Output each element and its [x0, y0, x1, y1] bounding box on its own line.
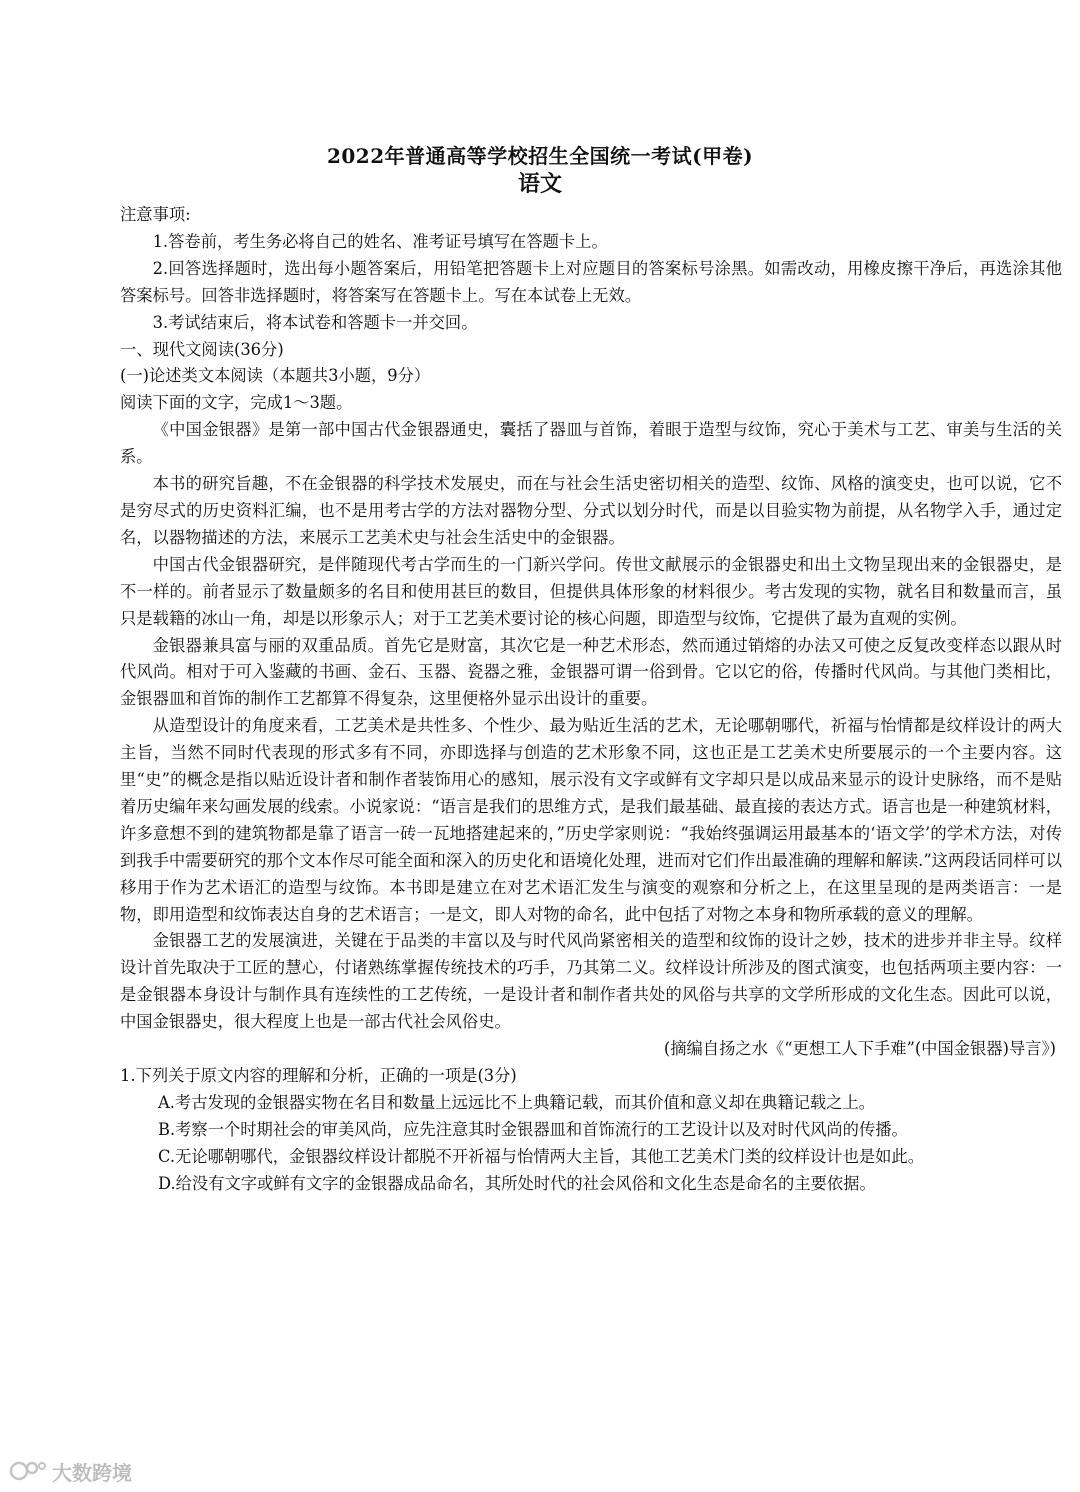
subsection-title: (一)论述类文本阅读（本题共3小题，9分） [120, 366, 431, 386]
notice-item-3: 3.考试结束后，将本试卷和答题卡一并交回。 [152, 312, 478, 332]
question-stem: 1.下列关于原文内容的理解和分析，正确的一项是(3分) [120, 1066, 517, 1085]
watermark [8, 1456, 132, 1486]
passage-paragraph: 金银器兼具富与丽的双重品质。首先它是财富，其次它是一种艺术形态，然而通过销熔的办法又可使之反复改变样态以跟从时代风尚。相对于可入鉴藏的书画、金石、玉器、瓷器之雅，金银器可谓一俗到骨。它以它的俗，传播时代风尚。与其他门类相比，金银器皿和首饰的制作工艺都算不得复杂，这里便格外显示出设计的重要。 [120, 635, 1062, 709]
notice-heading: 注意事项: [120, 205, 191, 224]
option-a: A.考古发现的金银器实物在名目和数量上远远比不上典籍记载，而其价值和意义却在典籍记载之上。 [158, 1092, 876, 1112]
passage-paragraph: 中国古代金银器研究，是伴随现代考古学而生的一门新兴学问。传世文献展示的金银器史和出土文物呈现出来的金银器史，是不一样的。前者显示了数量颇多的名目和使用甚巨的数目，但提供具体形象的材料很少。考古发现的实物，就名目和数量而言，虽只是载籍的冰山一角，却是以形象示人；对于工艺美术要讨论的核心问题，即造型与纹饰，它提供了最为直观的实例。 [120, 554, 1062, 628]
option-d: D.给没有文字或鲜有文字的金银器成品命名，其所处时代的社会风俗和文化生态是命名的主要依据。 [158, 1173, 876, 1193]
reading-instruction: 阅读下面的文字，完成1～3题。 [120, 393, 353, 413]
brand-logo-icon [8, 1458, 48, 1484]
subject-title: 语文 [517, 171, 562, 197]
exam-title: 2022年普通高等学校招生全国统一考试(甲卷) [326, 144, 754, 168]
notice-item-1: 1.答卷前，考生务必将自己的姓名、准考证号填写在答题卡上。 [152, 231, 608, 251]
exam-body [120, 202, 1062, 1198]
passage-source: (摘编自扬之水《“更想工人下手难”(中国金银器)导言》) [663, 1039, 1056, 1059]
passage-paragraph: 从造型设计的角度来看，工艺美术是共性多、个性少、最为贴近生活的艺术，无论哪朝哪代，祈福与怡情都是纹样设计的两大主旨，当然不同时代表现的形式多有不同，亦即选择与创造的艺术形象不同，这也正是工艺美术史所要展示的一个主要内容。这里“史”的概念是指以贴近设计者和制作者装饰用心的感知，展示没有文字或鲜有文字却只是以成品来显示的设计史脉络，而不是贴着历史编年来勾画发展的线索。小说家说：“语言是我们的思维方式，是我们最基础、最直接的表达方式。语言也是一种建筑材料，许多意想不到的建筑物都是靠了语言一砖一瓦地搭建起来的，”历史学家则说：“我始终强调运用最基本的‘语文学’的学术方法，对传到我手中需要研究的那个文本作尽可能全面和深入的历史化和语境化处理，进而对它们作出最准确的理解和解读.”这两段话同样可以移用于作为艺术语汇的造型与纹饰。本书即是建立在对艺术语汇发生与演变的观察和分析之上，在这里呈现的是两类语言：一是物，即用造型和纹饰表达自身的艺术语言；一是文，即人对物的命名，此中包括了对物之本身和物所承载的意义的理解。 [120, 716, 1062, 924]
option-b: B.考察一个时期社会的审美风尚，应先注意其时金银器皿和首饰流行的工艺设计以及对时代风尚的传播。 [158, 1119, 908, 1139]
notice-item-2: 2.回答选择题时，选出每小题答案后，用铅笔把答题卡上对应题目的答案标号涂黑。如需改动，用橡皮擦干净后，再选涂其他答案标号。回答非选择题时，将答案写在答题卡上。写在本试卷上无效。 [120, 258, 1062, 305]
option-c: C.无论哪朝哪代，金银器纹样设计都脱不开祈福与怡情两大主旨，其他工艺美术门类的纹样设计也是如此。 [158, 1146, 924, 1166]
passage-paragraph: 本书的研究旨趣，不在金银器的科学技术发展史，而在与社会生活史密切相关的造型、纹饰、风格的演变史，也可以说，它不是穷尽式的历史资料汇编，也不是用考古学的方法对器物分型、分式以划分时代，而是以目验实物为前提，从名物学入手，通过定名，以器物描述的方法，来展示工艺美术史与社会生活史中的金银器。 [120, 474, 1062, 547]
section-title: 一、现代文阅读(36分) [120, 339, 284, 359]
passage-paragraph: 金银器工艺的发展演进，关键在于品类的丰富以及与时代风尚紧密相关的造型和纹饰的设计之妙，技术的进步并非主导。纹样设计首先取决于工匠的慧心，付诸熟练掌握传统技术的巧手，乃其第二义。纹样设计所涉及的图式演变，也包括两项主要内容：一是金银器本身设计与制作具有连续性的工艺传统，一是设计者和制作者共处的风俗与共享的文学所形成的文化生态。因此可以说，中国金银器史，很大程度上也是一部古代社会风俗史。 [120, 931, 1062, 1032]
watermark-text: 大数跨境 [52, 1460, 132, 1485]
passage-paragraph: 《中国金银器》是第一部中国古代金银器通史，囊括了器皿与首饰，着眼于造型与纹饰，究心于美术与工艺、审美与生活的关系。 [120, 420, 1062, 467]
